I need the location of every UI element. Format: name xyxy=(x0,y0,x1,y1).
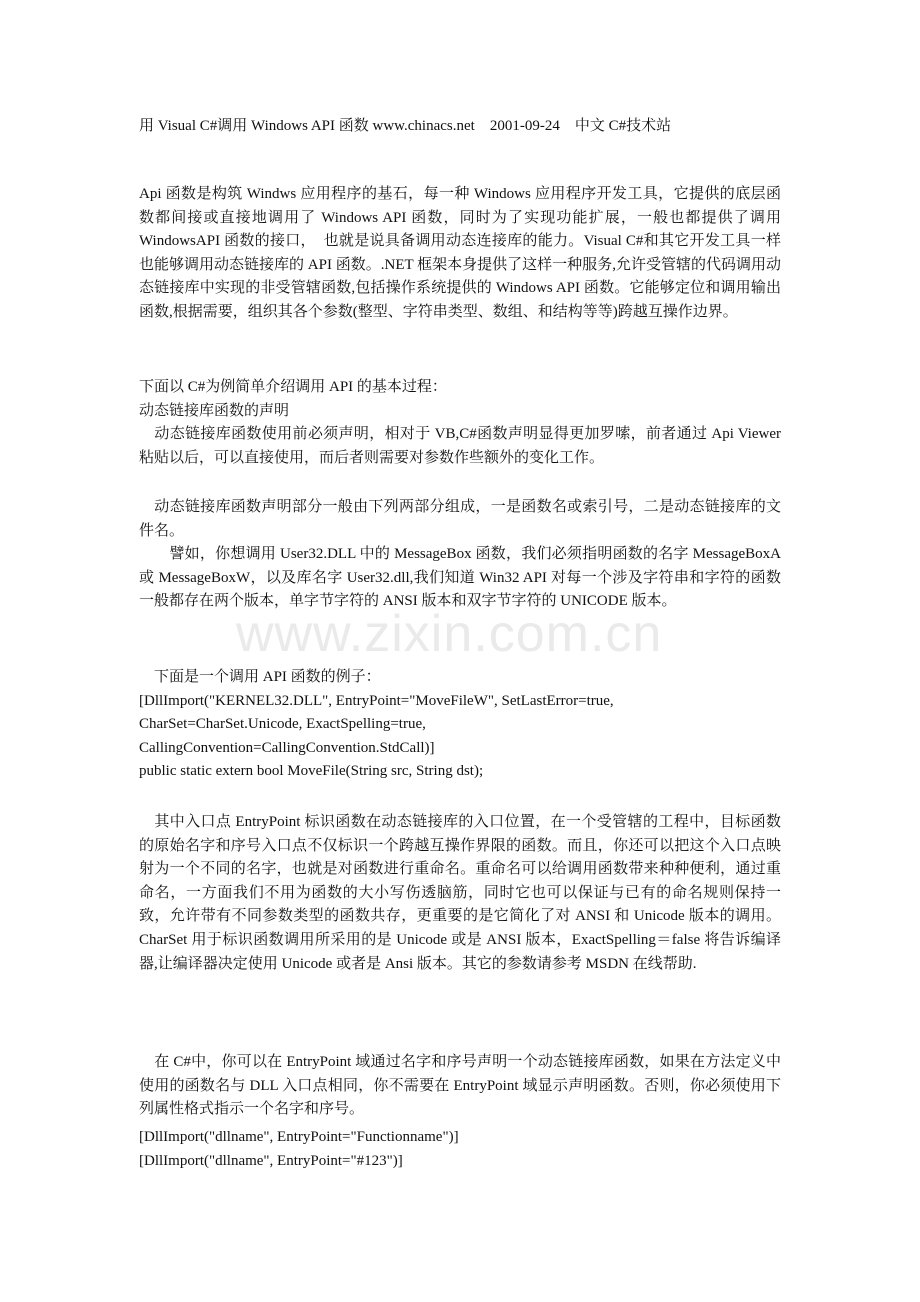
section-block xyxy=(139,376,781,470)
code-line: [DllImport("dllname", EntryPoint="#123")] xyxy=(139,1152,403,1169)
code-line: CallingConvention=CallingConvention.StdCall)] xyxy=(139,739,435,756)
paragraph-messagebox: 譬如，你想调用 User32.DLL 中的 MessageBox 函数，我们必须指明函数的名字 MessageBoxA 或 MessageBoxW，以及库名字 User32.dll,我们知道 Win32 API 对每一个涉及字符串和字符的函数一般都存在两个版本，单字节字符的 ANSI 版本和双字节字符的 UNICODE 版本。 xyxy=(139,546,781,610)
section-heading: 动态链接库函数的声明 xyxy=(139,402,290,419)
section-intro: 下面以 C#为例简单介绍调用 API 的基本过程： xyxy=(139,379,447,395)
example-block xyxy=(139,666,781,784)
intro-paragraph xyxy=(139,183,781,325)
code-line: [DllImport("dllname", EntryPoint="Functionname")] xyxy=(139,1129,459,1145)
paragraph-declaration: 动态链接库函数使用前必须声明，相对于 VB,C#函数声明显得更加罗嗦，前者通过 Api Viewer 粘贴以后，可以直接使用，而后者则需要对参数作些额外的变化工作。 xyxy=(139,426,781,466)
intro-text: Api 函数是构筑 Windws 应用程序的基石，每一种 Windows 应用程序开发工具，它提供的底层函数都间接或直接地调用了 Windows API 函数，同时为了实现功能扩展，一般也都提供了调用 WindowsAPI 函数的接口， 也就是说具备调用动态连接库的能力。Visual C#和其它开发工具一样也能够调用动态链接库的 API 函数。.NET 框架本身提供了这样一种服务,允许受管辖的代码调用动态链接库中实现的非受管辖函数,包括操作系统提供的 Windows API 函数。它能够定位和调用输出函数,根据需要，组织其各个参数(整型、字符串类型、数组、和结构等等)跨越互操作边界。 xyxy=(139,186,781,320)
code-line: CharSet=CharSet.Unicode, ExactSpelling=true, xyxy=(139,716,426,733)
paragraph-csharp-entrypoint: 在 C#中，你可以在 EntryPoint 域通过名字和序号声明一个动态链接库函数，如果在方法定义中使用的函数名与 DLL 入口点相同，你不需要在 EntryPoint 域显示声明函数。否则，你必须使用下列属性格式指示一个名字和序号。 xyxy=(139,1054,781,1118)
entrypoint-block xyxy=(139,811,781,976)
watermark-text: www.zixin.com.cn xyxy=(236,605,663,663)
paragraph-components: 动态链接库函数声明部分一般由下列两部分组成，一是函数名或索引号，二是动态链接库的文件名。 xyxy=(139,499,781,539)
code-line: public static extern bool MoveFile(String src, String dst); xyxy=(139,763,484,780)
document-title: 用 Visual C#调用 Windows API 函数 www.chinacs.net 2001-09-24 中文 C#技术站 xyxy=(139,118,672,134)
code-line: [DllImport("KERNEL32.DLL", EntryPoint="MoveFileW", SetLastError=true, xyxy=(139,692,614,709)
paragraph-entrypoint: 其中入口点 EntryPoint 标识函数在动态链接库的入口位置，在一个受管辖的工程中，目标函数的原始名字和序号入口点不仅标识一个跨越互操作界限的函数。而且，你还可以把这个入口点映射为一个不同的名字，也就是对函数进行重命名。重命名可以给调用函数带来种种便利，通过重命名，一方面我们不用为函数的大小写伤透脑筋，同时它也可以保证与已有的命名规则保持一致，允许带有不同参数类型的函数共存，更重要的是它简化了对 ANSI 和 Unicode 版本的调用。CharSet 用于标识函数调用所采用的是 Unicode 或是 ANSI 版本，ExactSpelling＝false 将告诉编译器,让编译器决定使用 Unicode 或者是 Ansi 版本。其它的参数请参考 MSDN 在线帮助. xyxy=(139,814,781,972)
csharp-block xyxy=(139,1051,781,1122)
code-block-2 xyxy=(139,1126,781,1173)
paragraph-components-block xyxy=(139,496,781,614)
example-intro: 下面是一个调用 API 函数的例子： xyxy=(139,669,381,685)
